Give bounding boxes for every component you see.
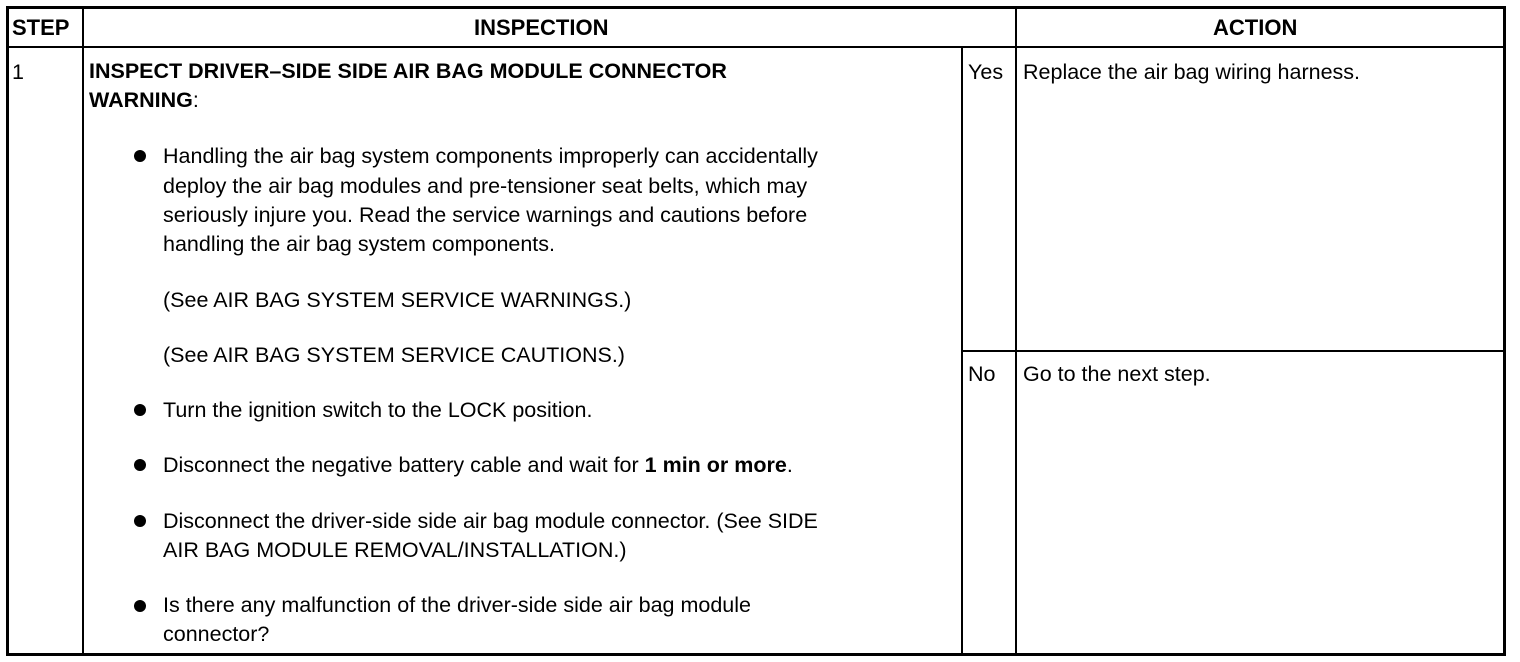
bullet-icon <box>134 515 146 527</box>
bullet-question-line1: Is there any malfunction of the driver-side side air bag module <box>163 593 751 617</box>
bullet-disconnect-line1: Disconnect the driver-side side air bag module connector. (See SIDE <box>163 509 818 533</box>
warning-heading <box>89 86 199 115</box>
bullet-battery-text: Disconnect the negative battery cable and wait for <box>163 453 645 477</box>
bullet-icon <box>134 404 146 416</box>
bullet-battery <box>163 451 793 480</box>
bullet-handling-line2: deploy the air bag modules and pre-tensioner seat belts, which may <box>163 174 808 198</box>
bullet-icon <box>134 150 146 162</box>
bullet-icon <box>134 600 146 612</box>
step-number: 1 <box>12 60 24 84</box>
no-label: No <box>968 362 996 386</box>
yes-action: Replace the air bag wiring harness. <box>1023 60 1361 84</box>
inspection-action-divider <box>1015 6 1017 656</box>
warning-label: WARNING <box>89 88 193 112</box>
header-action: ACTION <box>1213 15 1298 40</box>
bullet-handling-line3: seriously injure you. Read the service warnings and cautions before <box>163 203 808 227</box>
bullet-handling-line4: handling the air bag system components. <box>163 232 556 256</box>
bullet-battery-period: . <box>786 453 793 477</box>
header-step: STEP <box>12 15 70 40</box>
inspection-title: INSPECT DRIVER–SIDE SIDE AIR BAG MODULE CONNECTOR <box>89 59 727 83</box>
warning-colon: : <box>192 88 199 112</box>
bullet-lock: Turn the ignition switch to the LOCK position. <box>163 398 593 422</box>
see-warnings-reference: (See AIR BAG SYSTEM SERVICE WARNINGS.) <box>163 288 632 312</box>
bullet-icon <box>134 459 146 471</box>
bullet-handling-line1: Handling the air bag system components improperly can accidentally <box>163 144 818 168</box>
step-column-divider <box>82 6 84 656</box>
bullet-disconnect-line2: AIR BAG MODULE REMOVAL/INSTALLATION.) <box>163 538 627 562</box>
no-action: Go to the next step. <box>1023 362 1211 386</box>
bullet-battery-time: 1 min or more <box>644 453 787 477</box>
header-divider <box>6 46 1506 48</box>
see-cautions-reference: (See AIR BAG SYSTEM SERVICE CAUTIONS.) <box>163 343 625 367</box>
yes-label: Yes <box>968 60 1004 84</box>
bullet-question-line2: connector? <box>163 622 270 646</box>
yes-no-divider <box>961 350 1506 352</box>
header-inspection: INSPECTION <box>474 15 609 40</box>
